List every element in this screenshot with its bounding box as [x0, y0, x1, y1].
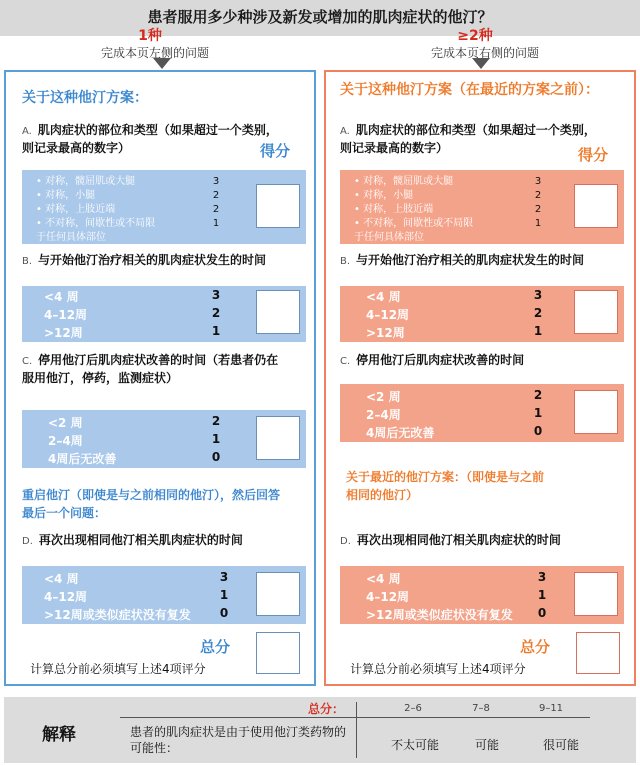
right-options-b	[340, 286, 624, 342]
option-label: 2–4周	[366, 408, 401, 422]
left-question-d	[22, 532, 272, 550]
option-points: 1	[533, 324, 543, 338]
option-label: <2 周	[366, 390, 401, 404]
score-input-d[interactable]	[574, 572, 618, 616]
interpretation-description: 患者的肌肉症状是由于使用他汀类药物的可能性：	[130, 725, 347, 755]
option-points: 2	[533, 388, 543, 402]
right-options-c	[340, 384, 624, 442]
question-letter: A.	[22, 126, 32, 137]
right-question-c	[340, 352, 600, 370]
right-question-d	[340, 532, 596, 550]
option-label: <4 周	[44, 572, 79, 586]
question-text: 再次出现相同他汀相关肌肉症状的时间	[356, 533, 561, 547]
option-points: 0	[211, 450, 221, 464]
question-letter: A.	[340, 126, 350, 137]
option-label: <4 周	[366, 290, 401, 304]
interpretation-divider	[356, 702, 357, 758]
left-total-input[interactable]	[256, 632, 300, 674]
right-panel-title: 关于这种他汀方案（在最近的方案之前）：	[340, 82, 599, 98]
question-letter: C.	[340, 356, 351, 367]
question-text: 肌肉症状的部位和类型（如果超过一个类别，则记录最高的数字）	[22, 123, 278, 155]
question-letter: D.	[340, 536, 351, 547]
left-options-a	[22, 170, 306, 244]
option-points: 3	[212, 176, 220, 187]
question-text: 再次出现相同他汀相关肌肉症状的时间	[38, 533, 243, 547]
option-label: 4–12周	[44, 308, 88, 322]
score-input-b[interactable]	[256, 290, 300, 334]
option-label: 4周后无改善	[366, 426, 435, 440]
option-points: 3	[219, 570, 229, 584]
option-points: 3	[533, 288, 543, 302]
page-title: 患者服用多少种涉及新发或增加的肌肉症状的他汀？	[147, 8, 493, 26]
question-text: 与开始他汀治疗相关的肌肉症状发生的时间	[38, 253, 267, 267]
option-label: • 对称，上肢近端	[354, 204, 434, 215]
left-options-c	[22, 410, 306, 468]
option-label: • 不对称，间歇性或不局限	[36, 218, 156, 229]
score-input-a[interactable]	[256, 184, 300, 228]
question-text: 停用他汀后肌肉症状改善的时间（若患者仍在服用他汀，停药，监测症状）	[22, 353, 279, 385]
score-input-a[interactable]	[574, 184, 618, 228]
right-question-b	[340, 252, 596, 270]
right-options-d	[340, 566, 624, 624]
right-question-a	[340, 122, 602, 157]
interpretation-rule	[120, 717, 590, 718]
option-points: 2	[211, 306, 221, 320]
option-label: <4 周	[44, 290, 79, 304]
right-options-a	[340, 170, 624, 244]
option-points: 3	[537, 570, 547, 584]
option-points: 2	[533, 306, 543, 320]
option-points: 1	[537, 588, 547, 602]
left-question-b	[22, 252, 272, 270]
score-input-c[interactable]	[256, 416, 300, 460]
range-low: 2–6	[404, 703, 422, 714]
question-text: 与开始他汀治疗相关的肌肉症状发生的时间	[356, 253, 585, 267]
left-restart-note: 重启他汀（即使是与之前相同的他汀），然后回答最后一个问题：	[22, 488, 281, 520]
left-question-a	[22, 122, 280, 157]
option-label: • 对称，小腿	[36, 190, 96, 201]
score-input-b[interactable]	[574, 290, 618, 334]
option-points: 2	[212, 204, 220, 215]
left-options-b	[22, 286, 306, 342]
option-points: 1	[533, 406, 543, 420]
question-letter: D.	[22, 536, 33, 547]
left-question-c	[22, 352, 282, 387]
range-mid: 7–8	[472, 703, 490, 714]
right-arrow-icon	[472, 58, 490, 69]
option-points: 1	[534, 218, 542, 229]
option-points: 3	[534, 176, 542, 187]
option-label: 4–12周	[366, 308, 410, 322]
question-text: 停用他汀后肌肉症状改善的时间	[356, 353, 525, 367]
option-label: 4–12周	[44, 590, 88, 604]
option-points: 1	[211, 324, 221, 338]
interpretation-label: 解释	[42, 725, 76, 745]
option-label: 4–12周	[366, 590, 410, 604]
option-points: 0	[219, 606, 229, 620]
option-label: • 对称，髋屈肌或大腿	[36, 176, 136, 187]
option-label: >12周	[366, 326, 405, 340]
option-label: 于任何具体部位	[36, 232, 106, 243]
option-points: 1	[212, 218, 220, 229]
left-panel-title: 关于这种他汀方案：	[22, 90, 148, 106]
option-points: 2	[212, 190, 220, 201]
question-letter: B.	[22, 256, 33, 267]
score-input-d[interactable]	[256, 572, 300, 616]
right-instruction: 完成本页右侧的问题	[430, 46, 539, 60]
question-text: 肌肉症状的部位和类型（如果超过一个类别，则记录最高的数字）	[340, 123, 596, 155]
right-footer-note: 计算总分前必须填写上述4项评分	[350, 662, 526, 676]
right-total-input[interactable]	[576, 632, 620, 674]
option-label: • 对称，髋屈肌或大腿	[354, 176, 454, 187]
option-points: 2	[211, 414, 221, 428]
left-instruction: 完成本页左侧的问题	[100, 46, 209, 60]
interpretation-total-label: 总分：	[308, 702, 345, 716]
left-count-tag: 1种	[138, 28, 162, 44]
level-unlikely: 不太可能	[390, 738, 439, 752]
right-count-tag: ≥2种	[457, 28, 493, 44]
left-score-label: 得分	[260, 142, 291, 160]
option-points: 2	[534, 204, 542, 215]
left-footer-note: 计算总分前必须填写上述4项评分	[30, 662, 206, 676]
option-label: >12周	[44, 326, 83, 340]
option-label: <2 周	[48, 416, 83, 430]
option-points: 3	[211, 288, 221, 302]
option-label: 于任何具体部位	[354, 232, 424, 243]
right-score-label: 得分	[578, 146, 609, 164]
right-recent-note: 关于最近的他汀方案：（即使是与之前相同的他汀）	[346, 470, 545, 502]
question-letter: B.	[340, 256, 351, 267]
option-points: 0	[537, 606, 547, 620]
level-likely: 很可能	[542, 738, 579, 752]
option-points: 0	[533, 424, 543, 438]
question-letter: C.	[22, 356, 33, 367]
left-total-label: 总分	[200, 638, 231, 656]
option-label: • 不对称，间歇性或不局限	[354, 218, 474, 229]
left-options-d	[22, 566, 306, 624]
option-label: 2–4周	[48, 434, 83, 448]
option-label: 4周后无改善	[48, 452, 117, 466]
option-label: • 对称，小腿	[354, 190, 414, 201]
score-input-c[interactable]	[574, 390, 618, 434]
option-label: >12周或类似症状没有复发	[44, 608, 191, 622]
right-total-label: 总分	[520, 638, 551, 656]
option-points: 1	[219, 588, 229, 602]
option-label: <4 周	[366, 572, 401, 586]
range-high: 9–11	[538, 703, 564, 714]
option-label: • 对称，上肢近端	[36, 204, 116, 215]
option-label: >12周或类似症状没有复发	[366, 608, 513, 622]
left-arrow-icon	[153, 58, 171, 69]
option-points: 2	[534, 190, 542, 201]
level-possible: 可能	[474, 738, 499, 752]
option-points: 1	[211, 432, 221, 446]
